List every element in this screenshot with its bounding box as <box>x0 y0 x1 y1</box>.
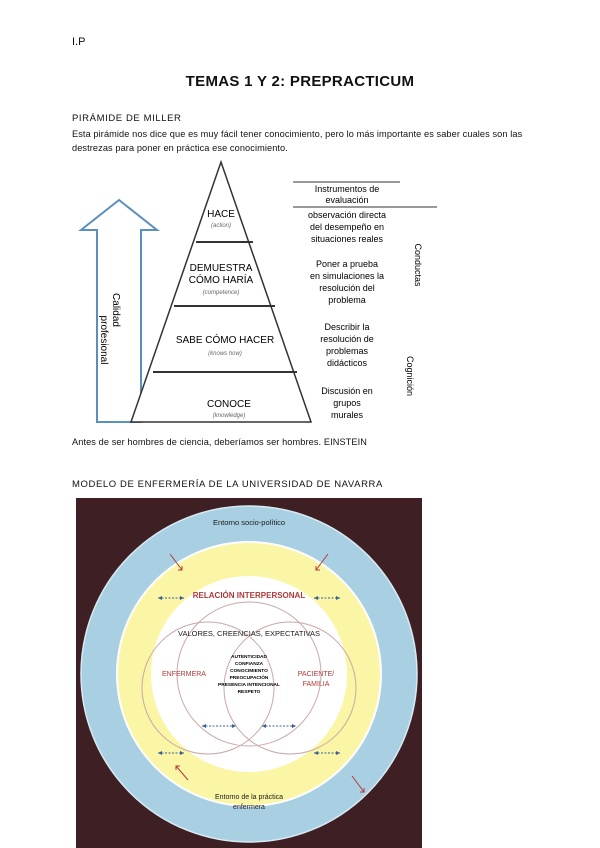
level-demuestra-sub: (competence) <box>202 290 240 296</box>
instrument-line: observación directa <box>307 210 387 220</box>
center-line: RESPETO <box>237 690 261 695</box>
center-line: CONFIANZA <box>234 662 264 667</box>
instrument-line: resolución del <box>319 283 375 293</box>
practice-label-2: enfermera <box>233 804 265 811</box>
miller-pyramid-figure <box>75 160 455 430</box>
side-label-cognicion: Cognición <box>405 355 415 397</box>
instrument-line: didácticos <box>326 358 368 368</box>
level-hace-sub: (action) <box>210 223 232 229</box>
instrument-line: resolución de <box>320 334 374 344</box>
level-conoce: CONOCE <box>207 399 251 410</box>
einstein-quote: Antes de ser hombres de ciencia, deberíamos ser hombres. EINSTEIN <box>72 437 368 447</box>
level-hace: HACE <box>207 209 235 220</box>
patient-label-2: FAMILIA <box>302 681 330 688</box>
page-title: TEMAS 1 Y 2: PREPRACTICUM <box>185 73 415 90</box>
relation-label: RELACIÓN INTERPERSONAL <box>192 591 306 600</box>
arrow-label-1: Calidad <box>110 293 121 327</box>
instrument-line: murales <box>330 410 364 420</box>
center-line: AUTENTICIDAD <box>231 655 267 660</box>
instrument-line: Poner a prueba <box>315 259 379 269</box>
instruments-header-1: Instrumentos de <box>314 184 380 194</box>
practice-label-1: Entorno de la práctica <box>214 794 284 801</box>
patient-label-1: PACIENTE/ <box>297 671 335 678</box>
level-sabe: SABE CÓMO HACER <box>175 335 275 346</box>
nurse-label: ENFERMERA <box>162 671 206 678</box>
level-sabe-sub: (knows how) <box>208 351 242 357</box>
level-demuestra-1: DEMUESTRA <box>189 263 253 274</box>
level-demuestra-2: CÓMO HARÍA <box>188 275 254 286</box>
instrument-line: Describir la <box>324 322 370 332</box>
instrument-line: en simulaciones la <box>309 271 385 281</box>
section-heading-model: MODELO DE ENFERMERÍA DE LA UNIVERSIDAD DE NAVARRA <box>72 479 383 490</box>
instrument-line: problemas <box>325 346 369 356</box>
arrow-label-2: profesional <box>98 315 109 365</box>
instrument-line: del desempeño en <box>309 222 385 232</box>
section-heading-miller: PIRÁMIDE DE MILLER <box>72 113 182 124</box>
header-initials: I.P <box>72 36 86 48</box>
nursing-model-figure <box>76 498 422 848</box>
instrument-line: Discusión en <box>321 386 373 396</box>
instrument-line: problema <box>328 295 366 305</box>
center-line: PRESENCIA INTENCIONAL <box>218 683 280 688</box>
instrument-line: situaciones reales <box>310 234 384 244</box>
center-line: CONOCIMIENTO <box>230 669 268 674</box>
section-paragraph: Esta pirámide nos dice que es muy fácil tener conocimiento, pero lo más importante es saber cuales son las destrezas para poner en práctica ese conocimiento. <box>72 129 523 153</box>
center-line: PREOCUPACIÓN <box>229 676 269 681</box>
instruments-header-2: evaluación <box>325 195 369 205</box>
level-conoce-sub: (knowledge) <box>212 413 246 419</box>
instrument-line: grupos <box>333 398 361 408</box>
side-label-conductas: Conductas <box>413 243 423 287</box>
outer-label: Entorno socio-político <box>212 518 286 527</box>
values-label: VALORES, CREENCIAS, EXPECTATIVAS <box>178 629 320 638</box>
